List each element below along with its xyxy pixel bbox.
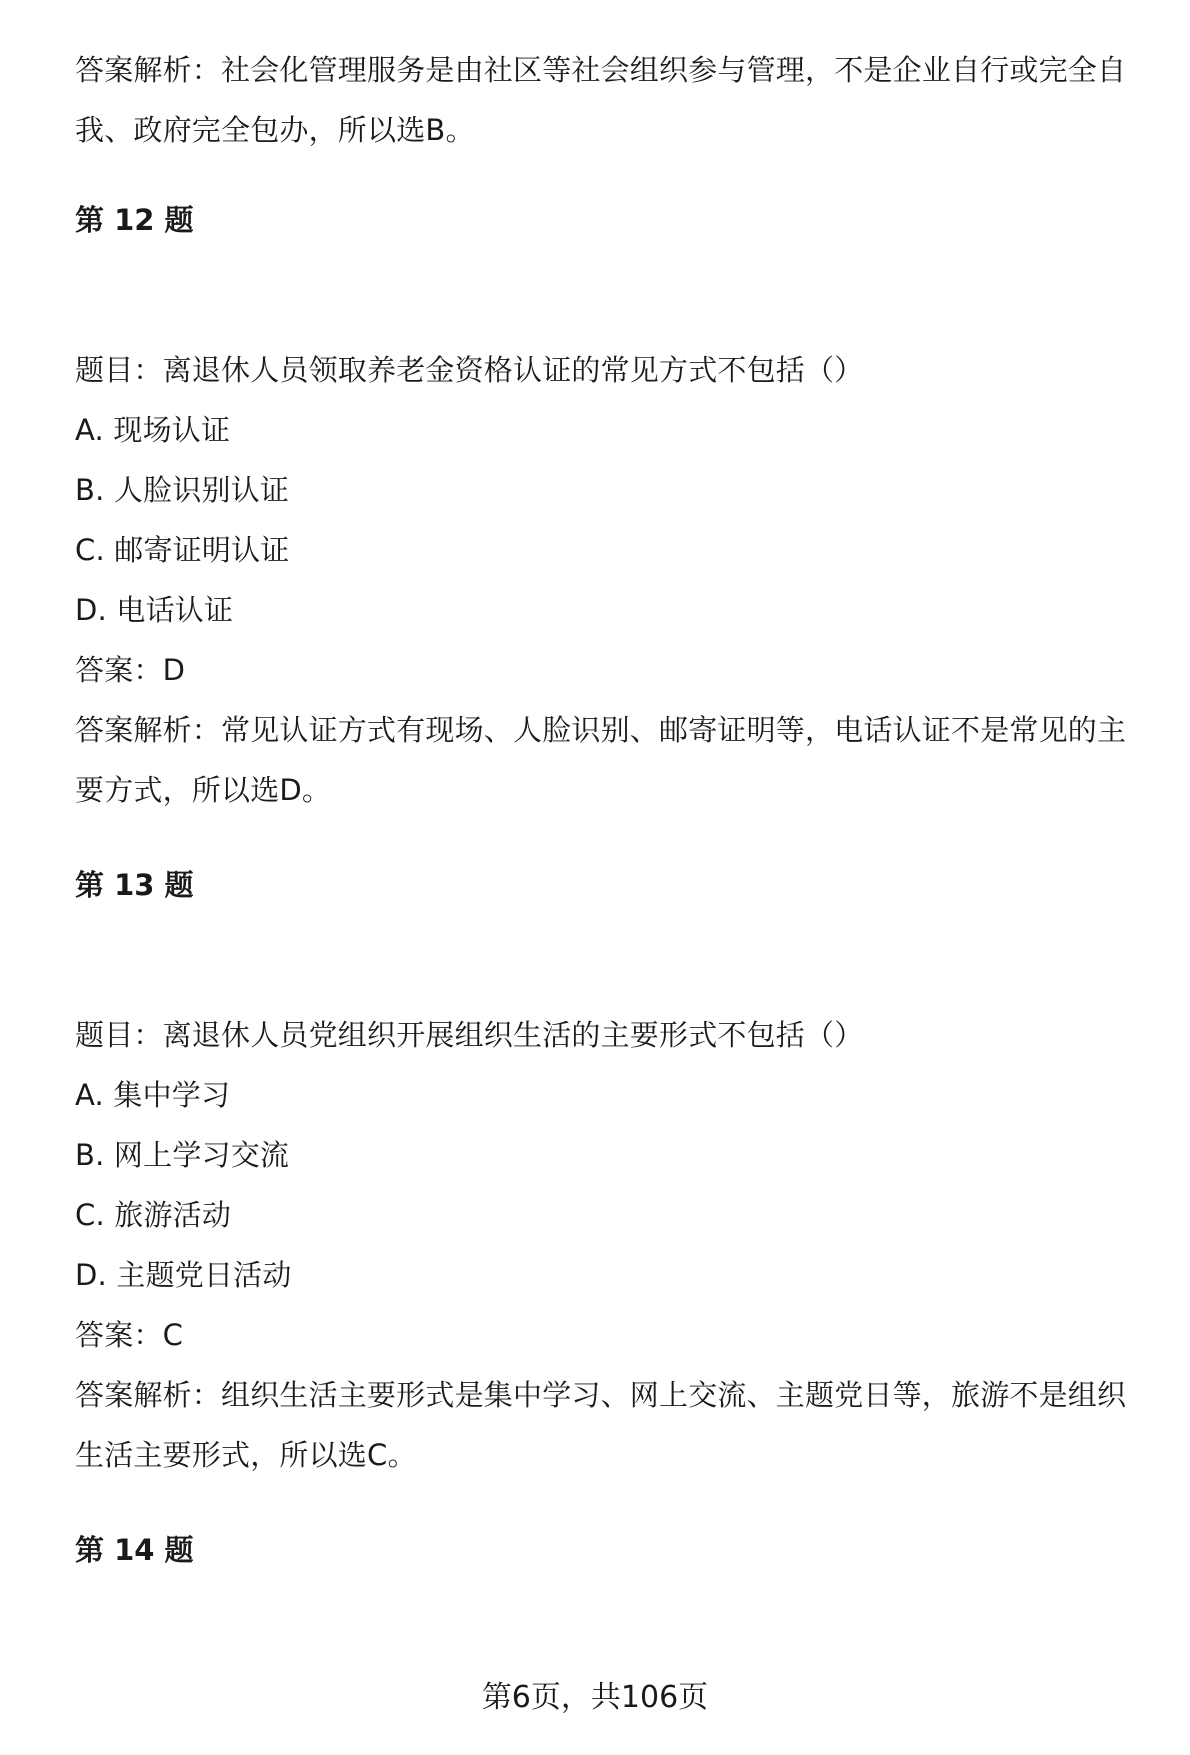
question-13-text: 题目：离退休人员党组织开展组织生活的主要形式不包括（） xyxy=(75,1018,864,1052)
question-13-option-b: B. 网上学习交流 xyxy=(75,1138,290,1172)
question-12-option-b: B. 人脸识别认证 xyxy=(75,473,290,507)
question-12-option-c: C. 邮寄证明认证 xyxy=(75,533,290,567)
question-13-option-a: A. 集中学习 xyxy=(75,1078,231,1112)
question-14-heading: 第 14 题 xyxy=(75,1533,194,1567)
question-13-answer: 答案：C xyxy=(75,1318,184,1352)
question-13-explanation-line-2: 生活主要形式，所以选C。 xyxy=(75,1438,417,1472)
question-12-option-a: A. 现场认证 xyxy=(75,413,231,447)
page-number-footer: 第6页，共106页 xyxy=(481,1680,709,1715)
question-12-explanation-line-1: 答案解析：常见认证方式有现场、人脸识别、邮寄证明等，电话认证不是常见的主 xyxy=(75,713,1127,747)
question-12-option-d: D. 电话认证 xyxy=(75,593,234,627)
prev-explanation-line-1: 答案解析：社会化管理服务是由社区等社会组织参与管理，不是企业自行或完全自 xyxy=(75,53,1127,87)
question-13-heading: 第 13 题 xyxy=(75,868,194,902)
question-13-option-d: D. 主题党日活动 xyxy=(75,1258,292,1292)
question-12-heading: 第 12 题 xyxy=(75,203,194,237)
question-13-explanation-line-1: 答案解析：组织生活主要形式是集中学习、网上交流、主题党日等，旅游不是组织 xyxy=(75,1378,1127,1412)
question-13-option-c: C. 旅游活动 xyxy=(75,1198,232,1232)
question-12-answer: 答案：D xyxy=(75,653,186,687)
prev-explanation-line-2: 我、政府完全包办，所以选B。 xyxy=(75,113,475,147)
question-12-explanation-line-2: 要方式，所以选D。 xyxy=(75,773,332,807)
question-12-text: 题目：离退休人员领取养老金资格认证的常见方式不包括（） xyxy=(75,353,864,387)
